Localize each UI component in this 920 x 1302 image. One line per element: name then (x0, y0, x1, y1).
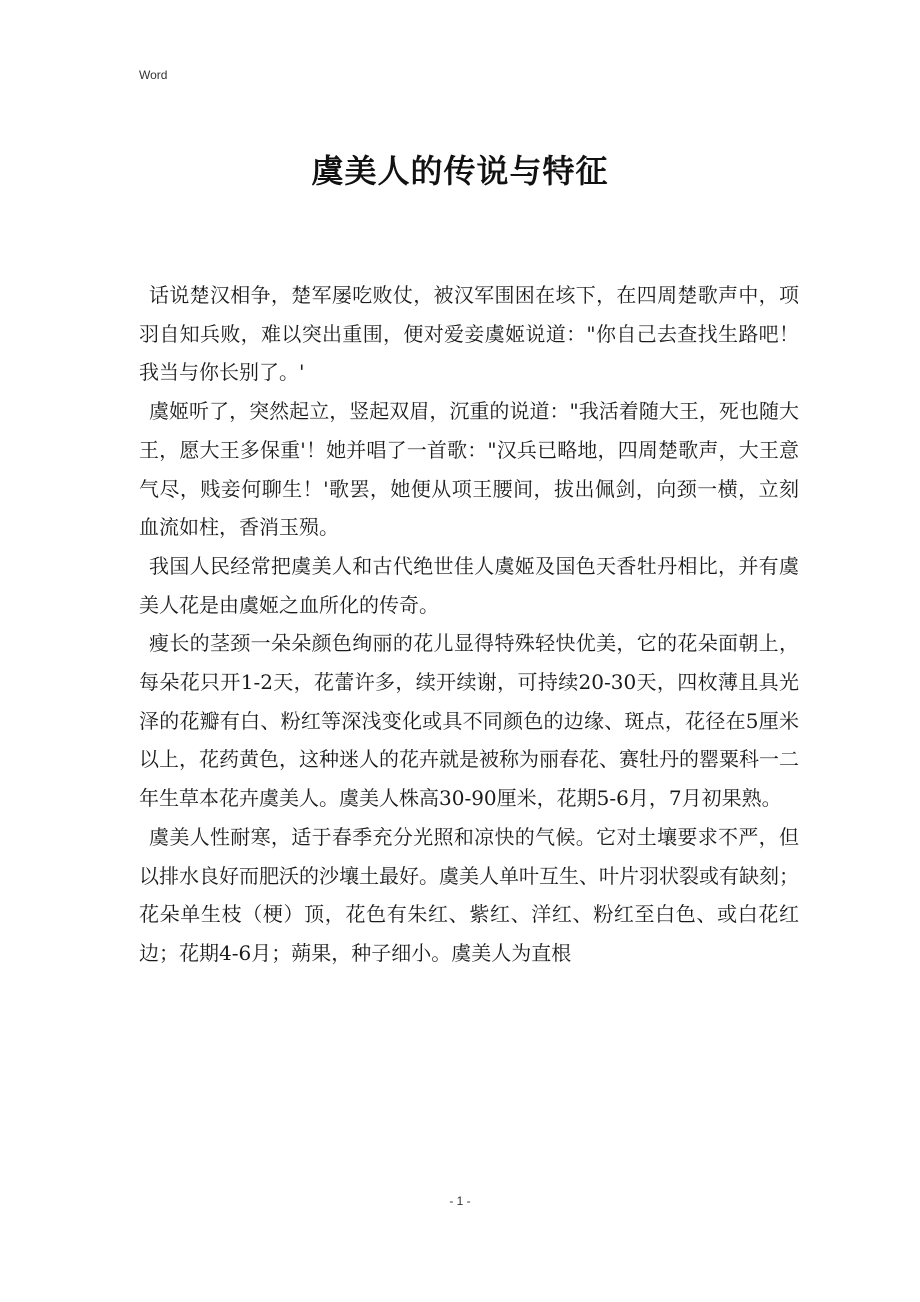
paragraph-5: 虞美人性耐寒，适于春季充分光照和凉快的气候。它对土壤要求不严，但以排水良好而肥沃的沙壤土最好。虞美人单叶互生、叶片羽状裂或有缺刻；花朵单生枝（梗）顶，花色有朱红、紫红、洋红、粉红至白色、或白花红边；花期4-6月；蒴果，种子细小。虞美人为直根 (139, 824, 799, 965)
header-label: Word (139, 68, 168, 82)
page-number: - 1 - (449, 1194, 471, 1208)
paragraph-3: 我国人民经常把虞美人和古代绝世佳人虞姬及国色天香牡丹相比，并有虞美人花是由虞姬之血所化的传奇。 (139, 553, 799, 617)
document-body (139, 276, 799, 973)
paragraph-4: 瘦长的茎颈一朵朵颜色绚丽的花儿显得特殊轻快优美，它的花朵面朝上，每朵花只开1-2天，花蕾许多，续开续谢，可持续20-30天，四枚薄且具光泽的花瓣有白、粉红等深浅变化或具不同颜色的边缘、斑点，花径在5厘米以上，花药黄色，这种迷人的花卉就是被称为丽春花、赛牡丹的罂粟科一二年生草本花卉虞美人。虞美人株高30-90厘米，花期5-6月，7月初果熟。 (139, 631, 799, 811)
document-title: 虞美人的传说与特征 (311, 152, 609, 190)
paragraph-1: 话说楚汉相争，楚军屡吃败仗，被汉军围困在垓下，在四周楚歌声中，项羽自知兵败，难以突出重围，便对爱妾虞姬说道："你自己去查找生路吧！我当与你长别了。' (139, 283, 799, 385)
paragraph-2: 虞姬听了，突然起立，竖起双眉，沉重的说道："我活着随大王，死也随大王，愿大王多保重'！她并唱了一首歌："汉兵已略地，四周楚歌声，大王意气尽，贱妾何聊生！'歌罢，她便从项王腰间，拔出佩剑，向颈一横，立刻血流如柱，香消玉殒。 (139, 399, 799, 540)
